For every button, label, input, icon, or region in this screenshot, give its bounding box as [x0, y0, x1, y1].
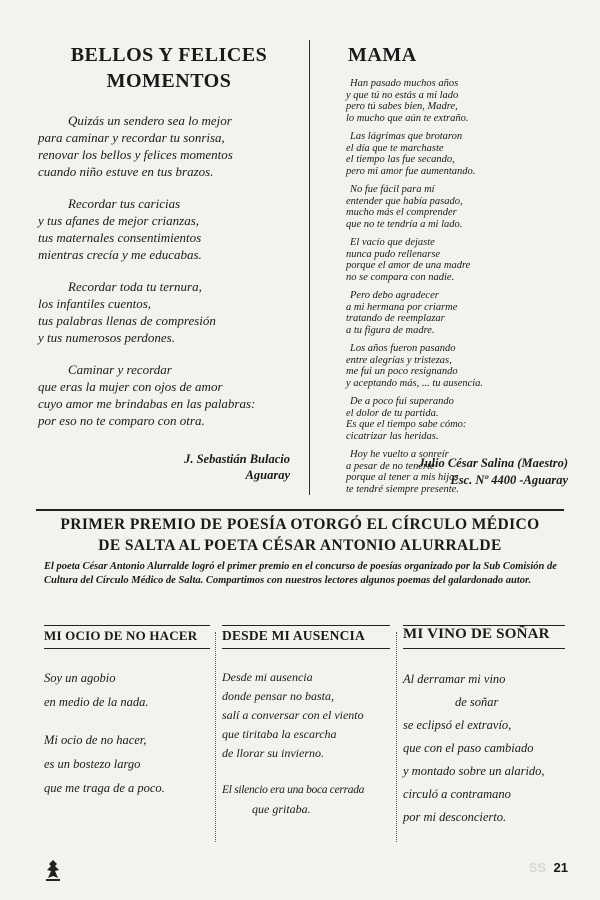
verse-line: El vacío que dejaste	[350, 237, 435, 248]
verse-line: lo mucho que aún te extraño.	[346, 112, 469, 124]
stanza	[38, 112, 300, 180]
verse-line: por eso no te comparo con otra.	[38, 413, 205, 428]
poem-title-mi-ocio: MI OCIO DE NO HACER	[44, 628, 198, 643]
stanza	[346, 184, 568, 230]
verse-line: Mi ocio de no hacer,	[44, 733, 147, 747]
verse-line: Los años fueron pasando	[350, 343, 456, 354]
verse-line: que me traga de a poco.	[44, 781, 165, 795]
stanza	[222, 668, 390, 763]
stanza	[346, 78, 568, 124]
verse-line: y que tú no estás a mi lado	[346, 89, 459, 101]
verse-line: y aceptando más, ... tu ausencia.	[346, 377, 484, 389]
verse-line: salí a conversar con el viento	[222, 708, 364, 722]
verse-line: cuando niño estuve en tus brazos.	[38, 164, 214, 179]
verse-line: Es que el tiempo sabe cómo:	[346, 419, 467, 430]
verse-line: De a poco fui superando	[350, 396, 454, 407]
verse-line: Desde mi ausencia	[222, 670, 313, 684]
stanza	[346, 131, 568, 177]
verse-line: que gritaba.	[252, 802, 311, 816]
headline-line: PRIMER PREMIO DE POESÍA OTORGÓ EL CÍRCULO MÉDICO	[60, 516, 540, 533]
verse-line: cuyo amor me brindabas en las palabras:	[38, 396, 256, 411]
poem-mama	[318, 36, 568, 502]
column-divider	[396, 632, 397, 842]
verse-line: se eclipsó el extravío,	[403, 718, 512, 732]
column-divider	[215, 632, 216, 842]
poem-title-line: BELLOS Y FELICES	[70, 44, 268, 66]
poem-bellos-y-felices-momentos	[38, 36, 300, 483]
verse-line: circuló a contramano	[403, 787, 511, 801]
verse-line: mucho más el comprender	[346, 207, 457, 218]
poem-title-rule	[44, 625, 210, 626]
verse-line: tus maternales consentimientos	[38, 230, 202, 245]
column-divider	[309, 40, 310, 495]
verse-line: donde pensar no basta,	[222, 689, 334, 703]
verse-line: mientras crecía y me educabas.	[38, 247, 202, 262]
verse-line: y montado sobre un alarido,	[403, 764, 545, 778]
verse-line: porque el amor de una madre	[346, 260, 471, 271]
verse-line: entender que había pasado,	[346, 195, 463, 207]
verse-line: y tus afanes de mejor crianzas,	[38, 213, 200, 228]
verse-line: porque al tener a mis hijos	[346, 472, 459, 483]
verse-line: a tu figura de madre.	[346, 324, 435, 336]
verse-line: Recordar toda tu ternura,	[68, 279, 202, 294]
verse-line: que tiritaba la escarcha	[222, 727, 337, 741]
poem-title-line: MOMENTOS	[106, 70, 232, 92]
stanza	[44, 730, 209, 798]
verse-line: Soy un agobio	[44, 671, 116, 685]
poem-body	[38, 112, 300, 429]
poem-title-desde-mi-ausencia: DESDE MI AUSENCIA	[222, 628, 365, 643]
poem-author	[418, 455, 568, 489]
poem-mi-ocio-de-no-hacer	[44, 668, 209, 816]
stanza	[38, 361, 300, 429]
verse-line: No fue fácil para mí	[350, 184, 435, 195]
article-headline	[36, 514, 564, 556]
verse-line: a mi hermana por criarme	[346, 301, 458, 313]
verse-line: para caminar y recordar tu sonrisa,	[38, 130, 225, 145]
article-intro: El poeta César Antonio Alurralde logró el primer premio en el concurso de poesías organizado por la Sub Comisión de Cultura del Círculo Médico de Salta. Compartimos con nuestros lectores algunos poemas del galardonado autor.	[44, 561, 557, 586]
verse-line: Pero debo agradecer	[350, 290, 439, 301]
verse-line: en medio de la nada.	[44, 695, 149, 709]
verse-line: que no te tendría a mi lado.	[346, 218, 463, 230]
poem-body	[346, 78, 568, 495]
poem-title-mi-vino: MI VINO DE SOÑAR	[403, 626, 550, 642]
author-place: Esc. Nº 4400 -Aguaray	[450, 473, 568, 487]
verse-line: el día que te marchaste	[346, 142, 444, 154]
stanza	[38, 278, 300, 346]
verse-line: el dolor de tu partida.	[346, 407, 439, 419]
headline-line: DE SALTA AL POETA CÉSAR ANTONIO ALURRALDE	[98, 537, 502, 554]
poem-title-rule	[44, 648, 210, 649]
verse-line: Caminar y recordar	[68, 362, 172, 377]
publication-logo-icon	[42, 858, 64, 882]
verse-line: Al derramar mi vino	[403, 672, 506, 686]
verse-line: me fui un poco resignando	[346, 366, 458, 377]
poem-title-rule	[222, 648, 390, 649]
poem-author	[38, 451, 300, 483]
verse-line: renovar los bellos y felices momentos	[38, 147, 233, 162]
stanza	[346, 343, 568, 389]
poem-title: MAMA	[348, 44, 417, 66]
page-number: 21	[553, 860, 568, 875]
stanza	[346, 396, 568, 442]
verse-line: nunca pudo rellenarse	[346, 248, 441, 260]
verse-line: por mi desconcierto.	[403, 810, 507, 824]
verse-line: de llorar su invierno.	[222, 746, 324, 760]
stanza	[403, 668, 568, 829]
verse-line: Han pasado muchos años	[350, 78, 459, 89]
verse-line: a pesar de no tenerte	[346, 460, 435, 472]
stanza	[346, 290, 568, 336]
stanza	[44, 668, 209, 712]
verse-line: El silencio era una boca cerrada	[222, 784, 365, 796]
verse-line: no se compara con nadie.	[346, 271, 455, 283]
section-divider	[36, 509, 564, 511]
author-name: J. Sebastián Bulacio	[184, 452, 290, 466]
poem-desde-mi-ausencia	[222, 668, 390, 837]
stanza	[346, 237, 568, 283]
author-place: Aguaray	[245, 468, 290, 482]
poem-title-rule	[403, 648, 565, 649]
poem-title-rule	[222, 625, 390, 626]
verse-line: entre alegrías y tristezas,	[346, 354, 452, 366]
poem-title	[38, 42, 300, 94]
verse-line: tratando de reemplazar	[346, 313, 445, 324]
verse-line: Recordar tus caricias	[68, 196, 181, 211]
page-number-ghost: SS	[528, 860, 546, 875]
verse-line: pero tú sabes bien, Madre,	[346, 101, 458, 112]
verse-line: de soñar	[455, 695, 499, 709]
verse-line: tus palabras llenas de compresión	[38, 313, 216, 328]
verse-line: Hoy he vuelto a sonreír	[350, 449, 449, 460]
author-name: Julio César Salina (Maestro)	[418, 456, 568, 470]
verse-line: es un bostezo largo	[44, 757, 141, 771]
verse-line: cicatrizar las heridas.	[346, 430, 439, 442]
verse-line: te tendré siempre presente.	[346, 483, 459, 495]
verse-line: el tiempo las fue secando,	[346, 154, 455, 165]
verse-line: y tus numerosos perdones.	[38, 330, 175, 345]
verse-line: Las lágrimas que brotaron	[350, 131, 463, 142]
verse-line: que con el paso cambiado	[403, 741, 534, 755]
verse-line: Quizás un sendero sea lo mejor	[68, 113, 232, 128]
stanza	[222, 781, 390, 819]
verse-line: los infantiles cuentos,	[38, 296, 152, 311]
poem-mi-vino-de-sonar	[403, 668, 568, 847]
stanza	[38, 195, 300, 263]
verse-line: que eras la mujer con ojos de amor	[38, 379, 223, 394]
verse-line: pero mi amor fue aumentando.	[346, 165, 476, 177]
